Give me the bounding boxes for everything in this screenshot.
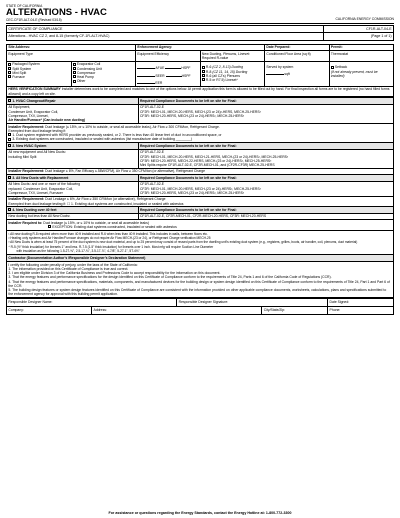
equipment-type-col-1 [7,61,72,86]
section-4-req-header: Required Compliance Documents to be left on site for Final: [138,207,393,213]
installer-req-label: Installer Requirement: [8,169,45,174]
field-label: Date Signed: [329,299,350,304]
duct-r-value-options [200,61,265,86]
section-title: 1. HVAC Changeout/Repair [12,99,56,104]
field-label: Responsible Designer Name: [8,299,53,304]
checkbox[interactable] [8,71,11,74]
duct-fix-header-a: New Ducting, [201,51,223,56]
compliance-table [6,97,394,254]
option-label: Split System [12,66,32,71]
phone-field[interactable] [328,307,394,315]
setback-note: (if not already present, must be installed) [330,69,378,78]
site-address-label: Site Address: [8,45,31,50]
checkbox[interactable] [8,144,11,147]
section-3-installer-req [7,196,394,207]
section-title: 3. All New Ducts with Replacement [12,175,69,180]
checkbox[interactable] [73,80,76,83]
installer-req-sub: Exempted from duct leakage testing if: [8,128,67,133]
scope-line: All new equipment and All New Ducts¹ [8,150,66,155]
checkbox[interactable] [73,75,76,78]
installer-req-text: Duct Leakage ≤ 6%, Air Flow ≥ 350 CFM/ton (or alternative), Refrigerant Charge [45,197,166,202]
option-note: (CZ 11, 14, 15) Ducting [212,69,248,74]
header-rule [6,23,394,24]
section-4-installer-req [7,220,394,231]
field-label: Responsible Designer Signature: [178,299,229,304]
seer-label: SEER [155,73,165,78]
footnote: ³ All New Ducts is when at least 75 percent of the duct system is new duct material, and up to 25 percent may consist of reused parts from the dwelling unit's existing duct system (e.g., registers, grilles, boots, air handler, coil, plenums, duct material) [8,240,358,245]
field-label: Address: [93,307,107,312]
option-label: 1. Duct system registered with HERS provider as previously sealed, or 2. There is less than 40 linear feet of duct in unconditioned space, or [12,133,222,138]
enforcement-agency-label: Enforcement Agency: [137,45,173,50]
installer-req-label: Installer Required to: [8,220,43,225]
checkbox[interactable] [8,99,11,102]
checkbox[interactable] [8,75,11,78]
date-prepared-label: Date Prepared: [266,45,291,50]
site-info-table [6,44,394,87]
form-line: CF1R-ALT-02-E [139,182,165,187]
form-line: CF2R: MECH-01, MECH-20-HERS, MECH-21-HERS, MECH-(23 or 24)-HERS², MECH-25-HERS³ [139,154,289,159]
furnace-option[interactable] [8,75,69,79]
option-label: EXCEPTION: Existing duct systems constructed, insulated or sealed with asbestos [52,225,177,230]
option-label: R-6 (all CZ's) Plenums [205,73,240,78]
field-label: Phone: [329,307,341,312]
certificate-title: CERTIFICATE OF COMPLIANCE [7,25,324,32]
checkbox[interactable] [8,67,11,70]
equipment-type-header: Equipment Type [7,51,136,62]
option-label: Furnace [12,75,25,80]
sqft-unit: sqft [284,71,290,76]
floor-area-field[interactable] [265,61,330,86]
eer-label: EER [155,80,163,85]
duct-fix-header-c: Required R-value [201,55,229,60]
equipment-type-col-2 [71,61,136,86]
scope-line: All New Ducts¹ and one or more of the following [8,182,81,187]
hers-summary-title: HERS VERIFICATION SUMMARY [8,87,61,92]
scope-line: Condenser Unit, Evaporator Coil, [8,109,59,114]
installer-req-text: Duct leakage (≤ 15%, or ≤ 10% to outside, or seal all accessible leaks) [43,220,149,225]
scope-line: including Mini Split [8,154,37,159]
hspf-input[interactable] [165,66,181,69]
section-title: 4. New Ducting over 40 feet [12,207,57,212]
installer-req-label: Installer Requirement: [8,124,45,129]
section-3-forms [138,181,393,196]
state-label: STATE OF CALIFORNIA [6,4,43,8]
floor-area-header: Conditioned Floor Area (sq ft) [265,51,330,62]
efficiency-fields [136,61,201,86]
company-field[interactable] [7,307,92,315]
declaration-body [6,262,394,299]
scope-line: All Equipment, [8,105,31,110]
responsible-designer-signature-field[interactable] [177,299,328,307]
field-label: Company: [8,307,24,312]
section-4-forms: CF1R-ALT-02-E, CF2R-MECH-01, CF2R-MECH-20-HERS, CF3R: MECH-20-HERS [138,213,393,219]
option-note: (CZ 2, 8-13) Ducting [212,65,244,70]
section-1-scope [7,104,139,123]
checkbox[interactable] [202,66,205,69]
form-line: CF3R: MECH-20-HERS, MECH-22-HERS, MECH-(23 or 24)-HERS², MECH-25-HERS³ [139,158,272,163]
agency-name: CALIFORNIA ENERGY COMMISSION [335,17,394,22]
declaration-item: 2. I am eligible under Division 3 of the California Business and Professions Code to accept responsibility for the information on this document. [8,271,221,276]
hspf-2-label: HSPF [181,73,191,78]
certificate-caption [6,25,394,41]
declaration-item: 5. The building design features or system design features identified on this Certificate of Compliance are consistent with the information provided on other applicable compliance documents, worksheets, calculations, plans and specifications submitted to the enforcement agency for approval with this building permit application. [8,288,387,297]
signature-table [6,298,394,315]
checkbox[interactable] [8,176,11,179]
scope-line: Compressor, TXV, Lineset, [8,113,49,118]
checkbox[interactable] [73,63,76,66]
checkbox[interactable] [8,63,11,66]
checkbox[interactable] [8,208,11,211]
r5-r75-option[interactable] [202,78,263,82]
declaration-header: Contractor (Documentation Author’s /Responsible Designer’s Declaration Statement) [6,255,394,262]
afue-input[interactable] [137,66,155,69]
form-header [6,8,394,22]
option-label: Packaged System [12,62,40,67]
option-label: Mini Split [12,70,27,75]
section-1-forms [138,104,393,123]
footnote: ¹ All new ducting R-8 required when more than 40 ft installed and R-6 when less than 40 ft installed. This includes in walls, between floors etc. [8,231,208,236]
option-label: 3. Existing duct systems are constructed, insulated or sealed with asbestos (list manufacture date of building ________) [12,137,193,142]
scope-line: Air Handler/Furnace³ (Can include new ducting) [8,118,86,123]
form-line: CF3R: MECH-20-HERS, MECH-(23 or 24)-HERS², MECH-25-HERS³ [139,190,244,195]
equipment-efficiency-header: Equipment Efficiency [136,51,201,62]
exception-option[interactable] [8,225,391,229]
hspf-2-input[interactable] [166,74,182,77]
installer-req-sub: Exempted from duct leakage testing if: ☐ 1. Existing duct systems are constructed, insulated or sealed with asbestos [8,201,184,206]
section-2-req-header: Required Compliance Documents to be left on site for Final: [138,143,393,149]
form-line: CF2R: MECH-01, MECH-20-HERS, MECH-(23 or 24)²-HERS, MECH-25-HERS³ [139,109,261,114]
form-line: CF1R-ALT-02-E [139,150,165,155]
address-field[interactable] [92,307,262,315]
seer-input[interactable] [137,74,155,77]
checkbox[interactable] [73,67,76,70]
duct-fix-header-b: Plenums, Lineset: [223,51,250,56]
checkbox[interactable] [48,225,51,228]
checkbox[interactable] [331,66,334,69]
form-line: CF3R: MECH-20-HERS, MECH-(23 or 24)-HERS², MECH-25-HERS³ [139,113,244,118]
form-line: CF2R: MECH-01, MECH-20-HERS, MECH-(23 or 24)-HERS², MECH-25-HERS³ [139,186,261,191]
option-label: Evaporator Coil [76,62,101,67]
section-2-forms [138,149,393,168]
checkbox[interactable] [8,133,11,136]
declaration-item: 1. The information provided on this Certificate of Compliance is true and correct. [8,266,129,271]
form-number: CEC-CF1R-ALT-04-E (Revised 03/15) [6,17,62,22]
checkbox[interactable] [202,74,205,77]
installer-req-label: Installer Requirement: [8,197,45,202]
section-3-scope [7,181,139,196]
option-label: Compressor [76,70,96,75]
date-signed-field[interactable] [328,299,394,307]
option-label: Condensing Unit [76,66,102,71]
eer-input[interactable] [137,81,155,84]
option-label: Setback [334,65,348,70]
afue-label: AFUE [155,66,165,71]
hers-summary-text: Installer determines work to be completed and matches to one of the options below. At permit application this form is allowed to be filled out by hand. For final inspection all forms are to be registered (no hand filled forms allowed) and a copy left on site. [8,87,390,96]
footnotes [7,230,394,254]
field-label: City/State/Zip: [263,307,286,312]
exemption-option-2[interactable] [8,137,391,141]
scope-line: replaced: Condenser Unit, Evaporator Coil, [8,186,74,191]
option-label: Heat Pump [76,75,94,80]
checkbox[interactable] [8,138,11,141]
footnote: ⁴ R-5 (½" thick insulation) for linesets 1" and less. R-7.5 (1.5" thick insulation) for linesets over 1 inch. Most mfg will require Suction Line Diameter [8,244,214,249]
checkbox[interactable] [73,71,76,74]
installer-req-text: Duct leakage (≤ 15%, or ≤ 10% to outside, or seal all accessible leaks), Air Flow ≥ 300 CFM/ton, Refrigerant Charge. [45,124,220,129]
duct-fix-header [200,51,265,62]
declaration-item: 4. That the energy features and performance specifications, materials, components, and manufactured devices for the building design or system design identified on this Certificate of Compliance conform to the requirements of Title 24, Part 1 and Part 6 of the CCR. [8,279,390,288]
permit-number-label: Permit: [330,45,343,50]
option-label: R-5 or R7.5) Lineset⁴ [205,78,238,83]
hotline-footer: For assistance or questions regarding the Energy Standards, contact the Energy Hotline at: 1-800-772-3300 [108,510,292,515]
section-4-scope: New ducting but less than All New Ducts¹ [7,213,139,219]
declaration-item: 3. That the energy features and performance specifications for the design identified on this Certificate of Compliance conform to the requirements of Title 24, Parts 1 and 6 of the California Code of Regulations (CCR). [8,275,332,280]
footnote: with insulation as the following 1.5-27-⅜", 2.5-17-¾", 3.5-17-⅞", 4-7/8", 5-27-1", 5T-4⅛" [16,249,140,254]
city-state-zip-field[interactable] [262,307,328,315]
declaration-intro: I certify the following under penalty of perjury, under the laws of the State of California: [8,262,138,267]
served-by-system-label: Served by system [266,65,294,70]
form-title: ALTERATIONS - HVAC [6,7,107,19]
option-label: Other [76,79,86,84]
certificate-code: CF1R-ALT-04-E [324,25,394,32]
form-line: CF1R-ALT-02-E [139,105,165,110]
thermostat-field [329,61,394,86]
section-1-req-header: Required Compliance Documents to be left on site for Final: [138,98,393,104]
thermostat-header: Thermostat [329,51,394,62]
scope-line: Compressor, TXV, Lineset, Furnace³ [8,190,64,195]
form-line: Mini Splits require CF1R-ALT-02-E, CF2R-MECH-01, and (CF2R-CF3R) MECH-25-HERS [139,163,275,168]
installer-req-text: Duct leakage ≤ 6%, Fan Efficacy ≤.58W/CFM), Air Flow ≥ 350 CFM/ton (or alternative), Refrigerant Charge [45,169,206,174]
option-label: R-6 [205,65,212,70]
hers-summary [6,87,394,98]
floor-area-input[interactable] [266,72,284,75]
other-option[interactable] [73,79,134,83]
page-number: (Page 1 of 1) [324,33,394,40]
section-title: 2. New HVAC System [12,143,47,148]
section-3-req-header: Required Compliance Documents to be left on site for Final: [138,175,393,181]
certificate-subtitle: Alterations - HVAC CZ 2, and 8-15 (formerly CF-1R-ALT-HVAC) [7,33,324,40]
section-1-installer-req [7,124,394,143]
hspf-label: HSPF [181,66,191,71]
section-2-scope [7,149,139,168]
footnote: ² Heating only systems and Air Handler/Furnace changes do not require Air Flow MECH-(23 or 24), or Refrigerant Charge verification MECH-25 [8,236,211,241]
checkbox[interactable] [202,70,205,73]
checkbox[interactable] [202,78,205,81]
option-label: R-8 [205,69,212,74]
responsible-designer-name-field[interactable] [7,299,177,307]
